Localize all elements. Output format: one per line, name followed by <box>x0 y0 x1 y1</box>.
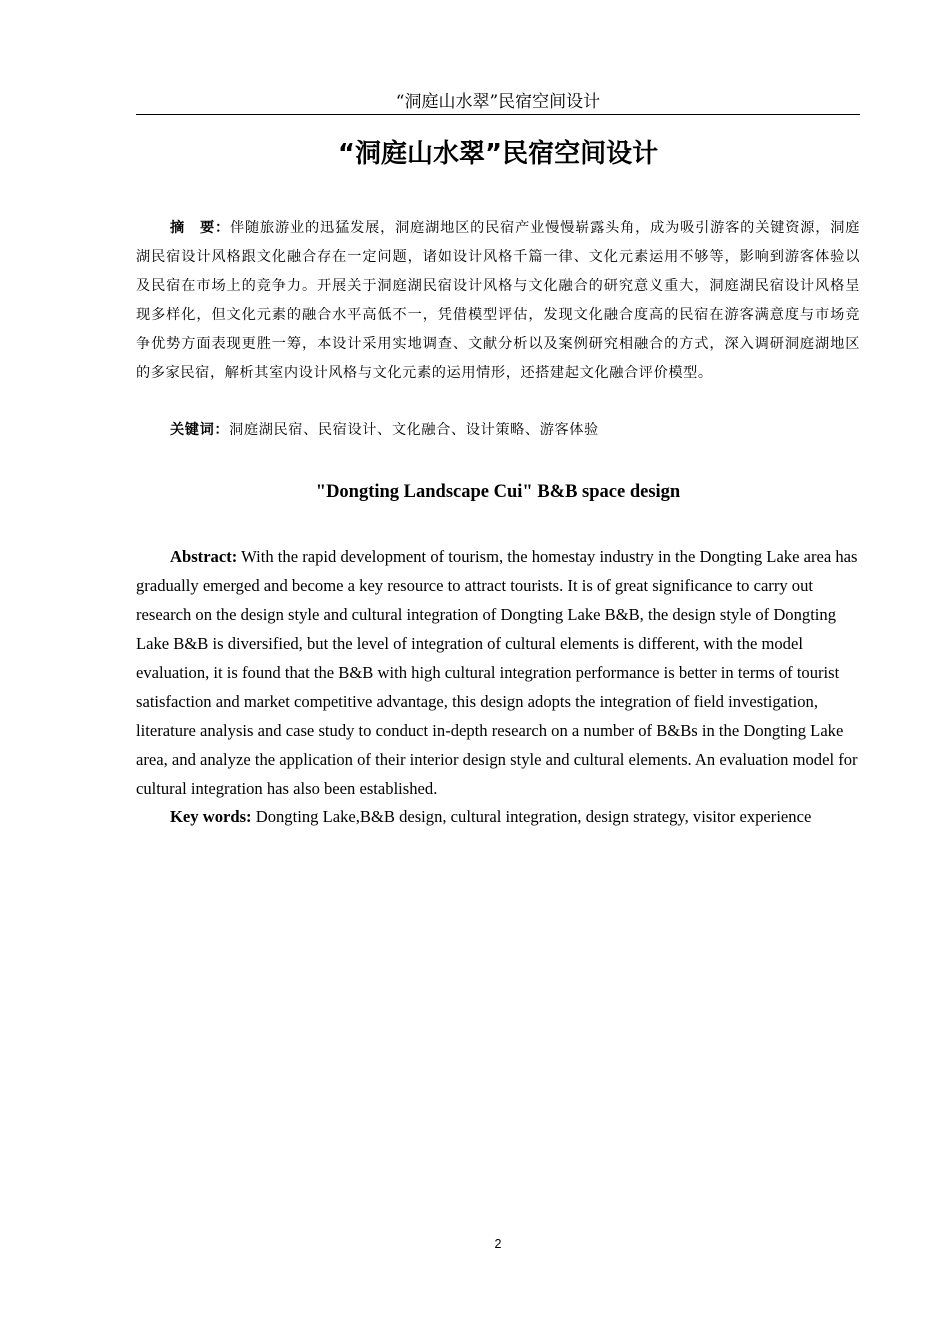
english-abstract-label: Abstract: <box>170 547 238 566</box>
chinese-keywords-text: 洞庭湖民宿、民宿设计、文化融合、设计策略、游客体验 <box>229 422 599 438</box>
chinese-abstract-label: 摘 要： <box>170 220 231 236</box>
chinese-abstract-text: 伴随旅游业的迅猛发展，洞庭湖地区的民宿产业慢慢崭露头角，成为吸引游客的关键资源，洞庭湖民宿设计风格跟文化融合存在一定问题，诸如设计风格千篇一律、文化元素运用不够等，影响到游客体验以及民宿在市场上的竞争力。开展关于洞庭湖民宿设计风格与文化融合的研究意义重大，洞庭湖民宿设计风格呈现多样化，但文化元素的融合水平高低不一，凭借模型评估，发现文化融合度高的民宿在游客满意度与市场竞争优势方面表现更胜一筹，本设计采用实地调查、文献分析以及案例研究相融合的方式，深入调研洞庭湖地区的多家民宿，解析其室内设计风格与文化元素的运用情形，还搭建起文化融合评价模型。 <box>136 220 861 381</box>
running-header: “洞庭山水翠”民宿空间设计 <box>395 92 601 112</box>
english-abstract-text: With the rapid development of tourism, the homestay industry in the Dongting Lake area has gradually emerged and become a key resource to attract tourists. It is of great significance to carry out research on the design style and cultural integration of Dongting Lake B&B, the design style of Dongting Lake B&B is diversified, but the level of integration of cultural elements is different, with the model evaluation, it is found that the B&B with high cultural integration performance is better in terms of tourist satisfaction and market competitive advantage, this design adopts the integration of field investigation, literature analysis and case study to conduct in-depth research on a number of B&Bs in the Dongting Lake area, and analyze the application of their interior design style and cultural elements. An evaluation model for cultural integration has also been established. <box>136 547 858 798</box>
chinese-abstract <box>136 214 860 388</box>
chinese-keywords-label: 关键词： <box>170 422 230 438</box>
english-keywords-text: Dongting Lake,B&B design, cultural integration, design strategy, visitor experience <box>251 807 812 826</box>
english-abstract <box>136 542 858 803</box>
english-title: "Dongting Landscape Cui" B&B space design <box>315 482 681 502</box>
header-divider <box>136 114 860 115</box>
chinese-keywords <box>136 416 860 445</box>
english-keywords-label: Key words: <box>170 807 252 826</box>
english-keywords <box>136 802 860 831</box>
chinese-title: “洞庭山水翠”民宿空间设计 <box>337 139 659 169</box>
page-number: 2 <box>494 1237 502 1251</box>
